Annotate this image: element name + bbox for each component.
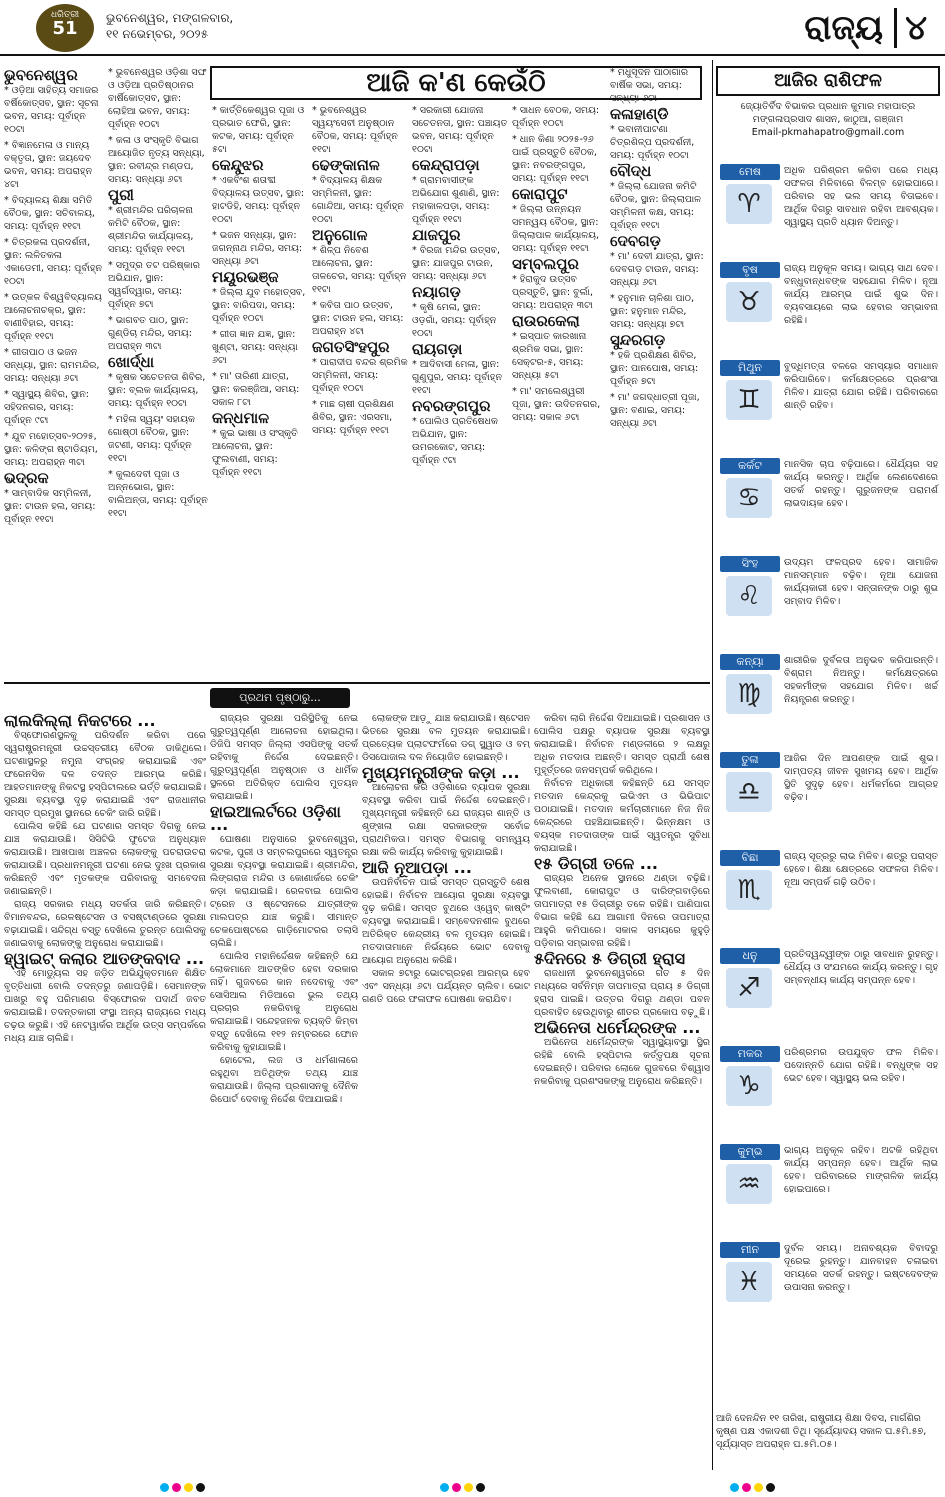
horoscope-item bbox=[716, 164, 940, 258]
event-item: * ଭବାନୀପାଟଣା ଚିତ୍ରଶିଳ୍ପ ପ୍ରଦର୍ଶନୀ, ସମୟ: ପୂର୍ବାହ୍ନ ୧୦ଟା bbox=[610, 124, 695, 161]
registration-dot-yellow bbox=[464, 1483, 473, 1492]
registration-dot-black bbox=[476, 1483, 485, 1492]
district-heading: ଅନୁଗୋଳ bbox=[312, 226, 368, 244]
story-paragraph: ପୋଲିସ ମହାନିର୍ଦ୍ଦେଶକ କହିଛନ୍ତି ଯେ ଲୋକମାନେ ଆତଙ୍କିତ ହେବା ଦରକାର ନାହିଁ। ଗୁଜବରେ କାନ ନଦେବାକୁ ଏବଂ ସୋସିଆଲ ମିଡିଆରେ ଭୁଲ ତଥ୍ୟ ପ୍ରଚାର ନକରିବାକୁ ଅନୁରୋଧ କରାଯାଇଛି। ସନ୍ଦେହଜନକ ବ୍ୟକ୍ତି କିମ୍ବା ବସ୍ତୁ ଦେଖିଲେ ୧୧୨ ନମ୍ବରରେ ଫୋନ କରିବାକୁ କୁହାଯାଇଛି। bbox=[210, 951, 358, 1053]
event-item: * ସମୁଦ୍ର ତଟ ପରିଷ୍କାର ଅଭିଯାନ, ସ୍ଥାନ: ସ୍ୱର୍ଗଦ୍ୱାର, ସମୟ: ପୂର୍ବାହ୍ନ ୭ଟା bbox=[108, 260, 200, 310]
dateline bbox=[106, 10, 233, 42]
event-item: * ଉତ୍କଳ ବିଶ୍ୱବିଦ୍ୟାଳୟ ଆଲୋଚନାଚକ୍ର, ସ୍ଥାନ: ବାଣୀବିହାର, ସମୟ: ପୂର୍ବାହ୍ନ ୧୧ଟା bbox=[4, 292, 102, 342]
story-paragraph: ଉପନିର୍ବାଚନ ପାଇଁ ସମସ୍ତ ପ୍ରସ୍ତୁତି ଶେଷ ହୋଇଛି। ନିର୍ବାଚନ ଆୟୋଗ ସୁରକ୍ଷା ବ୍ୟବସ୍ଥା ଦୃଢ଼ କରିଛି। ସମସ୍ତ ବୁଥରେ ଓ୍ୱେବ୍ କାଷ୍ଟିଂ ବ୍ୟବସ୍ଥା କରାଯାଇଛି। ସମ୍ବେଦନଶୀଳ ବୁଥରେ ଅତିରିକ୍ତ କେନ୍ଦ୍ରୀୟ ବଳ ମୁତୟନ ହୋଇଛି। ମତଦାତାମାନେ ନିର୍ଭୟରେ ଭୋଟ ଦେବାକୁ ଆୟୋଗ ଅନୁରୋଧ କରିଛି। bbox=[362, 877, 530, 966]
zodiac-icon: ♈ bbox=[726, 184, 772, 224]
event-item: * କୁଇ ଭାଷା ଓ ସଂସ୍କୃତି ଆଲୋଚନା, ସ୍ଥାନ: ଫୁଲବାଣୀ, ସମୟ: ପୂର୍ବାହ୍ନ ୧୧ଟା bbox=[212, 428, 298, 478]
event-item: * ମହିଳା ସ୍ୱୟଂ ସହାୟକ ଗୋଷ୍ଠୀ ବୈଠକ, ସ୍ଥାନ: ଜଟଣୀ, ସମୟ: ପୂର୍ବାହ୍ନ ୧୧ଟା bbox=[108, 414, 195, 464]
event-item: * ଜିଲ୍ଲା ଯୋଜନା କମିଟି ବୈଠକ, ସ୍ଥାନ: ଜିଲ୍ଲାପାଳ ସମ୍ମିଳନୀ କକ୍ଷ, ସମୟ: ପୂର୍ବାହ୍ନ ୧୧ଟା bbox=[610, 181, 702, 231]
horoscope-author bbox=[716, 100, 940, 139]
district-heading: ସୁନ୍ଦରଗଡ଼ bbox=[610, 331, 666, 349]
story-paragraph: ସକାଳ ୭ଟାରୁ ଭୋଟଗ୍ରହଣ ଆରମ୍ଭ ହେବ ଏବଂ ସନ୍ଧ୍ୟା ୬ଟା ପର୍ଯ୍ୟନ୍ତ ଚାଲିବ। ଭୋଟ ଗଣତି ପରେ ଫଳାଫଳ ଘୋଷଣା କରାଯିବ। bbox=[362, 968, 530, 1005]
panchanga-footer: ଆଜି ଦେନନ୍ଦିନ ୧୧ ତାରିଖ, ରାଷ୍ଟ୍ରୀୟ ଶିକ୍ଷା ଦିବସ, ମାର୍ଗଶିର କୃଷ୍ଣ ପକ୍ଷ ଏକାଦଶୀ ତିଥି। ସୂର୍ଯ୍ୟୋଦୟ ସକାଳ ଘ.୫ମି.୫୭, ସୂର୍ଯ୍ୟାସ୍ତ ଅପରାହ୍ନ ଘ.୫ମି.୦୫। bbox=[716, 1413, 927, 1450]
district-heading: କେନ୍ଦୁଝର bbox=[212, 156, 264, 174]
horoscope-text: ପରିଶ୍ରମର ଉପଯୁକ୍ତ ଫଳ ମିଳିବ। ପଦୋନ୍ନତି ଯୋଗ ରହିଛି। ବନ୍ଧୁଙ୍କ ସହ ଭେଟ ହେବ। ସ୍ୱାସ୍ଥ୍ୟ ଭଲ ରହିବ। bbox=[784, 1047, 938, 1084]
logo-name: ଧରିତ୍ରୀ bbox=[50, 10, 80, 20]
district-heading: ସମ୍ବଲପୁର bbox=[512, 255, 579, 273]
zodiac-label: କୁମ୍ଭ bbox=[720, 1144, 780, 1160]
event-item: * ମଧୁସୂଦନ ପାଠାଗାର ବାର୍ଷିକ ସଭା, ସମୟ: ସନ୍ଧ୍ୟା ୬ଟା bbox=[610, 67, 689, 104]
district-heading: କନ୍ଧମାଳ bbox=[212, 409, 270, 427]
event-item: * ଓଡ଼ିଆ ସାହିତ୍ୟ ସମାଜର ବର୍ଷିକୋତ୍ସବ, ସ୍ଥାନ: ସୂଚନା ଭବନ, ସମୟ: ପୂର୍ବାହ୍ନ ୧୦ଟା bbox=[4, 85, 99, 135]
zodiac-icon: ♒ bbox=[726, 1164, 772, 1204]
horoscope-panel bbox=[716, 66, 940, 1456]
zodiac-label: କନ୍ୟା bbox=[720, 654, 780, 670]
zodiac-icon: ♏ bbox=[726, 870, 772, 910]
events-column-6 bbox=[512, 104, 606, 678]
story-paragraph: ରାଜଧାନୀ ଭୁବନେଶ୍ୱରରେ ଗତ ୫ ଦିନ ମଧ୍ୟରେ ସର୍ବନିମ୍ନ ତାପମାତ୍ରା ପ୍ରାୟ ୫ ଡିଗ୍ରୀ ହ୍ରାସ ପାଇଛି। ଉତ୍ତର ଦିଗରୁ ଥଣ୍ଡା ପବନ ପ୍ରବାହିତ ହେଉଥିବାରୁ ଶୀତର ପ୍ରକୋପ ବଢ଼ୁଛି। bbox=[534, 968, 710, 1018]
author-name: ଜ୍ୟୋତିର୍ବିଦ ବିଭାକର ପ୍ରଧାନ କୁମାର ମହାପାତ୍ର bbox=[740, 101, 916, 112]
event-item: * ଭୁବନେଶ୍ୱର ଓଡ଼ିଶା ସଙ୍ଘ ଓ ଓଡ଼ିଆ ପ୍ରତିଷ୍ଠାନର ବାର୍ଷିକୋତ୍ସବ, ସ୍ଥାନ: ଲୋହିଆ ଭବନ, ସମୟ: ପୂର୍ବାହ୍ନ ୧୦ଟା bbox=[108, 67, 207, 130]
story-headline: ୫ଦିନରେ ୫ ଡିଗ୍ରୀ ହ୍ରାସ bbox=[534, 949, 686, 968]
district-heading: ମୟୂରଭଞ୍ଜ bbox=[212, 268, 279, 286]
story-headline: ଆଜି ନୂଆପଡ଼ା ... bbox=[362, 858, 472, 877]
event-item: * ଭଜନ ସନ୍ଧ୍ୟା, ସ୍ଥାନ: ଜଗନ୍ନାଥ ମନ୍ଦିର, ସମୟ: ସନ୍ଧ୍ୟା ୬ଟା bbox=[212, 230, 303, 267]
event-item: * କୁଲଦେବୀ ପୂଜା ଓ ଅନ୍ନଭୋଗ, ସ୍ଥାନ: ବାଲିଅନ୍ତା, ସମୟ: ପୂର୍ବାହ୍ନ ୧୧ଟା bbox=[108, 469, 208, 519]
zodiac-label: ମେଷ bbox=[720, 164, 780, 180]
district-heading: କୋରାପୁଟ bbox=[512, 185, 568, 203]
story-headline: ଲାଲକିଲ୍ଲା ନିକଟରେ ... bbox=[4, 712, 156, 730]
horoscope-item bbox=[716, 1046, 940, 1140]
story-paragraph: ରାଜ୍ୟର ସୁରକ୍ଷା ପରିସ୍ଥିତିକୁ ନେଇ ଗୁରୁତ୍ୱପୂର୍ଣ୍ଣ ଆଲୋଚନା ହୋଇଥିଲା। ଡିଜିପି ସମସ୍ତ ଜିଲ୍ଲା ଏସପିଙ୍କୁ ସତର୍କ ରହିବାକୁ ନିର୍ଦ୍ଦେଶ ଦେଇଛନ୍ତି। ଗୁରୁତ୍ୱପୂର୍ଣ୍ଣ ଅନୁଷ୍ଠାନ ଓ ଧାର୍ମିକ ସ୍ଥଳରେ ଅତିରିକ୍ତ ପୋଲିସ ମୁତୟନ କରାଯାଇଛି। bbox=[210, 713, 358, 802]
horoscope-title: ଆଜିର ରାଶିଫଳ bbox=[716, 66, 940, 96]
district-heading: ଭଦ୍ରକ bbox=[4, 469, 49, 487]
horoscope-item bbox=[716, 654, 940, 748]
zodiac-label: ମିଥୁନ bbox=[720, 360, 780, 376]
event-item: * କୃଷକ ସଚେତନତା ଶିବିର, ସ୍ଥାନ: ବ୍ଲକ କାର୍ଯ୍ୟାଳୟ, ସମୟ: ପୂର୍ବାହ୍ନ ୧୦ଟା bbox=[108, 372, 206, 409]
events-column-7 bbox=[610, 66, 710, 678]
author-address: ମଙ୍ଗଳାପ୍ରସାଦ ଶାସନ, କାଠୁଆ, ଗଞ୍ଜାମ bbox=[752, 114, 904, 125]
event-item: * ସ୍ୱାସ୍ଥ୍ୟ ଶିବିର, ସ୍ଥାନ: ସହିଦନଗର, ସମୟ: ପୂର୍ବାହ୍ନ ୯ଟା bbox=[4, 389, 89, 426]
zodiac-label: ଧନୁ bbox=[720, 948, 780, 964]
story-paragraph: ରାଜ୍ୟ ସରକାର ମଧ୍ୟ ସତର୍କତା ଜାରି କରିଛନ୍ତି। ବିମାନବନ୍ଦର, ରେଳଷ୍ଟେସନ ଓ ବସଷ୍ଟାଣ୍ଡରେ ସୁରକ୍ଷା ବଢ଼ାଯାଇଛି। ସନ୍ଦିଗ୍ଧ ବସ୍ତୁ ଦେଖିଲେ ତୁରନ୍ତ ପୋଲିସକୁ ଜଣାଇବାକୁ ଲୋକଙ୍କୁ ଅନୁରୋଧ କରାଯାଇଛି। bbox=[4, 899, 206, 949]
district-heading: କଳାହାଣ୍ଡି bbox=[610, 105, 669, 123]
story-headline: ହ୍ୱାଇଟ୍ କଲାର ଆତଙ୍କବାଦ ... bbox=[4, 949, 205, 968]
events-column-3 bbox=[212, 104, 308, 678]
event-item: * ମା' ସମଲେଶ୍ୱରୀ ପୂଜା, ସ୍ଥାନ: ଉଦିତନଗର, ସମୟ: ସକାଳ ୬ଟା bbox=[512, 386, 601, 423]
logo-years: 51 bbox=[52, 18, 78, 39]
district-heading: ଖୋର୍ଦ୍ଧା bbox=[108, 353, 155, 371]
horoscope-item bbox=[716, 458, 940, 552]
event-item: * ଶ୍ରୀମନ୍ଦିର ପରିଚାଳନା କମିଟି ବୈଠକ, ସ୍ଥାନ: ଶ୍ରୀମନ୍ଦିର କାର୍ଯ୍ୟାଳୟ, ସମୟ: ପୂର୍ବାହ୍ନ ୧୧ଟା bbox=[108, 205, 194, 255]
page-title: ରାଜ୍ୟ bbox=[804, 8, 883, 48]
event-item: * କୃଷି ମେଳା, ସ୍ଥାନ: ଓଡ଼ଗାଁ, ସମୟ: ପୂର୍ବାହ୍ନ ୧୦ଟା bbox=[412, 302, 497, 339]
zodiac-icon: ♑ bbox=[726, 1066, 772, 1106]
district-heading: ନୟାଗଡ଼ bbox=[412, 283, 461, 301]
horoscope-item bbox=[716, 850, 940, 944]
district-heading: ରାୟଗଡ଼ା bbox=[412, 340, 463, 358]
story-paragraph: ଅଭିନେତା ଧର୍ମେନ୍ଦ୍ରଙ୍କ ସ୍ୱାସ୍ଥ୍ୟାବସ୍ଥା ସ୍ଥିର ରହିଛି ବୋଲି ହସ୍ପିଟାଲ କର୍ତ୍ତୃପକ୍ଷ ସୂଚନା ଦେଇଛନ୍ତି। ପରିବାର ଲୋକେ ଗୁଜବରେ ବିଶ୍ୱାସ ନକରିବାକୁ ପ୍ରଶଂସକଙ୍କୁ ଅନୁରୋଧ କରିଛନ୍ତି। bbox=[534, 1037, 710, 1087]
story-paragraph: ପୋଲିସ କହିଛି ଯେ ଘଟଣାର ସମସ୍ତ ଦିଗକୁ ନେଇ ଯାଞ୍ଚ କରାଯାଉଛି। ସିସିଟିଭି ଫୁଟେଜ ଅନୁଧ୍ୟାନ କରାଯାଉଛି। ଆଖପାଖ ଅଞ୍ଚଳର ଲୋକଙ୍କୁ ପଚରାଉଚରା କରାଯାଉଛି। ପ୍ରଧାନମନ୍ତ୍ରୀ ଘଟଣା ନେଇ ଦୁଃଖ ପ୍ରକାଶ କରିଛନ୍ତି ଏବଂ ମୃତକଙ୍କ ପରିବାରକୁ ସମବେଦନା ଜଣାଇଛନ୍ତି। bbox=[4, 821, 206, 897]
story-paragraph: ଲୋକଙ୍କ ଆଡ଼ୁ ଯାଞ୍ଚ କରାଯାଉଛି। ଷ୍ଟେସନ ଭିତରେ ସୁରକ୍ଷା ବଳ ମୁତୟନ କରାଯାଇଛି। ପ୍ରତ୍ୟେକ ପ୍ଲାଟଫର୍ମରେ ଡଗ୍ ସ୍କ୍ୱାଡ ଓ ବମ୍ ଡିସପୋଜାଲ ଦଳ ନିୟୋଜିତ ହୋଇଛନ୍ତି। bbox=[362, 713, 530, 763]
zodiac-icon: ♍ bbox=[726, 674, 772, 714]
story-paragraph: ଆଲୋଚନା କରି ଓଡ଼ିଶାରେ ବ୍ୟାପକ ସୁରକ୍ଷା ବ୍ୟବସ୍ଥା କରିବା ପାଇଁ ନିର୍ଦ୍ଦେଶ ଦେଇଛନ୍ତି। ମୁଖ୍ୟମନ୍ତ୍ରୀ କହିଛନ୍ତି ଯେ ରାଜ୍ୟର ଶାନ୍ତି ଓ ଶୃଙ୍ଖଳା ରକ୍ଷା ସରକାରଙ୍କ ସର୍ବୋଚ୍ଚ ପ୍ରାଥମିକତା। ସମସ୍ତ ବିଭାଗକୁ ସମନ୍ୱୟ ରକ୍ଷା କରି କାର୍ଯ୍ୟ କରିବାକୁ କୁହାଯାଇଛି। bbox=[362, 782, 530, 858]
section-title: ପ୍ରଥମ ପୃଷ୍ଠାରୁ... bbox=[210, 688, 350, 708]
district-heading: ନବରଙ୍ଗପୁର bbox=[412, 397, 491, 415]
zodiac-icon: ♋ bbox=[726, 478, 772, 518]
event-item: * ମା' ତାରିଣୀ ଯାତ୍ରା, ସ୍ଥାନ: କରଞ୍ଜିଆ, ସମୟ: ସକାଳ ୮ଟା bbox=[212, 371, 300, 408]
story-column-4 bbox=[534, 712, 710, 1470]
horoscope-text: ବୁଦ୍ଧିମତ୍ତା ବଳରେ ସମସ୍ୟାର ସମାଧାନ କରିପାରିବେ। କର୍ମକ୍ଷେତ୍ରରେ ପ୍ରଶଂସା ମିଳିବ। ଯାତ୍ରା ଯୋଗ ରହିଛି। ପରିବାରରେ ଶାନ୍ତି ରହିବ। bbox=[784, 361, 938, 411]
zodiac-icon: ♊ bbox=[726, 380, 772, 420]
district-heading: ଢେଙ୍କାନାଳ bbox=[312, 156, 380, 174]
event-item: * ପୋଲିଓ ପ୍ରତିଷେଧକ ଅଭିଯାନ, ସ୍ଥାନ: ଉମରକୋଟ, ସମୟ: ପୂର୍ବାହ୍ନ ୯ଟା bbox=[412, 416, 498, 466]
story-paragraph: ଘୋଷଣା ଅନୁସାରେ ଭୁବନେଶ୍ୱର, କଟକ, ପୁରୀ ଓ ସମ୍ବଲପୁରରେ ସ୍ୱତନ୍ତ୍ର ସୁରକ୍ଷା ବ୍ୟବସ୍ଥା କରାଯାଇଛି। ଶ୍ରୀମନ୍ଦିର, ଲିଙ୍ଗରାଜ ମନ୍ଦିର ଓ କୋଣାର୍କରେ ଚେକିଂ କଡ଼ା କରାଯାଇଛି। ରେଳବାଇ ପୋଲିସ ଟ୍ରେନ ଓ ଷ୍ଟେସନରେ ଯାତ୍ରୀଙ୍କ ମାଲପତ୍ର ଯାଞ୍ଚ କରୁଛି। ସୀମାନ୍ତ ଚେକପୋଷ୍ଟରେ ଗାଡ଼ିମୋଟରର ତଲାସି ଚାଲିଛି। bbox=[210, 834, 358, 949]
story-headline: ୧୫ ଡିଗ୍ରୀ ତଳେ ... bbox=[534, 854, 659, 873]
horoscope-text: ପ୍ରତିଦ୍ୱନ୍ଦ୍ୱୀଙ୍କ ଠାରୁ ସାବଧାନ ରୁହନ୍ତୁ। ଧୈର୍ଯ୍ୟ ଓ ସଂଯମରେ କାର୍ଯ୍ୟ କରନ୍ତୁ। ଗୃହ ସମ୍ବନ୍ଧୀୟ କାର୍ଯ୍ୟ ସମ୍ପନ୍ନ ହେବ। bbox=[784, 949, 938, 986]
horoscope-item bbox=[716, 262, 940, 356]
story-column-3 bbox=[362, 712, 530, 1470]
print-registration-marks bbox=[0, 1478, 945, 1497]
registration-dot-cyan bbox=[160, 1483, 169, 1492]
event-item: * ବିଦ୍ୟାଳୟ ଶିକ୍ଷକ ସମ୍ମିଳନୀ, ସ୍ଥାନ: ଗୋନ୍ଦିଆ, ସମୟ: ପୂର୍ବାହ୍ନ ୧୦ଟା bbox=[312, 175, 404, 225]
horoscope-text: ଭାଗ୍ୟ ଅନୁକୂଳ ରହିବ। ଅଟକି ରହିଥିବା କାର୍ଯ୍ୟ ସମ୍ପନ୍ନ ହେବ। ଆର୍ଥିକ ଲାଭ ହେବ। ପରିବାରରେ ମାଙ୍ଗଳିକ କାର୍ଯ୍ୟ ହୋଇପାରେ। bbox=[784, 1145, 938, 1195]
horoscope-text: ଅଧିକ ପରିଶ୍ରମ କରିବା ପରେ ମଧ୍ୟ ସଫଳତା ମିଳିବାରେ ବିଳମ୍ବ ହୋଇପାରେ। ପରିବାର ସହ ଭଲ ସମୟ ବିତାଇବେ। ଆର୍ଥିକ ଦିଗରୁ ସାବଧାନ ରହିବା ଆବଶ୍ୟକ। ସ୍ୱାସ୍ଥ୍ୟ ପ୍ରତି ଧ୍ୟାନ ଦିଅନ୍ତୁ। bbox=[784, 165, 938, 228]
horoscope-text: ମାନସିକ ଚାପ ବଢ଼ିପାରେ। ଧୈର୍ଯ୍ୟର ସହ କାର୍ଯ୍ୟ କରନ୍ତୁ। ଆର୍ଥିକ ଲେଣଦେଣରେ ସତର୍କ ରହନ୍ତୁ। ଗୁରୁଜନଙ୍କ ପରାମର୍ଶ ଲାଭଦାୟକ ହେବ। bbox=[784, 459, 938, 509]
zodiac-label: ବୃଷ bbox=[720, 262, 780, 278]
event-item: * ବିଦ୍ୟାଳୟ ଶିକ୍ଷା ସମିତି ବୈଠକ, ସ୍ଥାନ: ସଚିବାଳୟ, ସମୟ: ପୂର୍ବାହ୍ନ ୧୧ଟା bbox=[4, 195, 95, 232]
district-heading: ଭୁବନେଶ୍ୱର bbox=[4, 66, 78, 84]
dateline-place: ଭୁବନେଶ୍ୱର, ମଙ୍ଗଳବାର, bbox=[106, 11, 234, 25]
horoscope-item bbox=[716, 360, 940, 454]
event-item: * ମା' ଦେବୀ ଯାତ୍ରା, ସ୍ଥାନ: ଦେବଗଡ଼ ଟାଉନ, ସମୟ: ସନ୍ଧ୍ୟା ୬ଟା bbox=[610, 251, 704, 288]
divider bbox=[4, 682, 710, 684]
newspaper-logo bbox=[36, 4, 94, 52]
zodiac-label: ବିଛା bbox=[720, 850, 780, 866]
event-item: * ଧାନ କିଣା ୨୦୨୫-୨୬ ପାଇଁ ପ୍ରସ୍ତୁତି ବୈଠକ, ସ୍ଥାନ: ନବରଙ୍ଗପୁର, ସମୟ: ପୂର୍ବାହ୍ନ ୧୧ଟା bbox=[512, 134, 597, 184]
horoscope-text: ଆଜିର ଦିନ ଆପଣଙ୍କ ପାଇଁ ଶୁଭ। ଦାମ୍ପତ୍ୟ ଜୀବନ ସୁଖମୟ ହେବ। ଆର୍ଥିକ ସ୍ଥିତି ସୁଦୃଢ଼ ହେବ। ଧର୍ମକର୍ମରେ ଆଗ୍ରହ ବଢ଼ିବ। bbox=[784, 753, 938, 803]
event-item: * ଗୀତାପାଠ ଓ ଭଜନ ସନ୍ଧ୍ୟା, ସ୍ଥାନ: ରାମମନ୍ଦିର, ସମୟ: ସନ୍ଧ୍ୟା ୬ଟା bbox=[4, 347, 100, 384]
divider bbox=[712, 60, 713, 1470]
registration-dot-black bbox=[766, 1483, 775, 1492]
author-email: Email-pkmahapatro@gmail.com bbox=[751, 127, 905, 138]
story-column-2 bbox=[210, 712, 358, 1470]
event-item: * କାର୍ତ୍ତିକେଶ୍ୱର ପୂଜା ଓ ପ୍ରଭାତ ଫେରି, ସ୍ଥାନ: କଟକ, ସମୟ: ପୂର୍ବାହ୍ନ ୫ଟା bbox=[212, 105, 305, 155]
district-heading: ପୁରୀ bbox=[108, 186, 134, 204]
event-item: * ସାମ୍ବାଦିକ ସମ୍ମିଳନୀ, ସ୍ଥାନ: ଟାଉନ ହଲ, ସମୟ: ପୂର୍ବାହ୍ନ ୧୧ଟା bbox=[4, 488, 96, 525]
story-headline: ହାଇଆଲର୍ଟରେ ଓଡ଼ିଶା ... bbox=[210, 802, 341, 834]
zodiac-label: କର୍କଟ bbox=[720, 458, 780, 474]
registration-dot-magenta bbox=[452, 1483, 461, 1492]
zodiac-label: ମୀନ bbox=[720, 1242, 780, 1258]
events-column-1 bbox=[4, 66, 104, 678]
story-paragraph: କରିବା ଲାଗି ନିର୍ଦ୍ଦେଶ ଦିଆଯାଇଛି। ପ୍ରଶାସନ ଓ ପୋଲିସ ପକ୍ଷରୁ ବ୍ୟାପକ ସୁରକ୍ଷା ବ୍ୟବସ୍ଥା କରାଯାଇଛି। ନିର୍ବାଚନ ମଣ୍ଡଳୀରେ ୨ ଲକ୍ଷରୁ ଅଧିକ ମତଦାତା ଅଛନ୍ତି। ସମସ୍ତ ପ୍ରାର୍ଥୀ ଶେଷ ମୁହୂର୍ତ୍ତରେ ଜନସମ୍ପର୍କ କରିଥିଲେ। bbox=[534, 713, 710, 776]
district-heading: ଦେବଗଡ଼ bbox=[610, 232, 661, 250]
event-item: * ଆଦିବାସୀ ମେଳା, ସ୍ଥାନ: ଗୁଣୁପୁର, ସମୟ: ପୂର୍ବାହ୍ନ ୧୧ଟା bbox=[412, 359, 503, 396]
horoscope-item bbox=[716, 556, 940, 650]
registration-dot-yellow bbox=[754, 1483, 763, 1492]
story-paragraph: ନିର୍ବାଚନ ଅଧିକାରୀ କହିଛନ୍ତି ଯେ ସମସ୍ତ ମତଦାନ କେନ୍ଦ୍ରକୁ ଇଭିଏମ ଓ ଭିଭିପାଟ ପଠାଯାଇଛି। ମତଦାନ କର୍ମଚାରୀମାନେ ନିଜ ନିଜ କେନ୍ଦ୍ରରେ ପହଞ୍ଚିଯାଇଛନ୍ତି। ଭିନ୍ନକ୍ଷମ ଓ ବୟସ୍କ ମତଦାତାଙ୍କ ପାଇଁ ସ୍ୱତନ୍ତ୍ର ସୁବିଧା କରାଯାଇଛି। bbox=[534, 778, 710, 854]
event-item: * ସରକାରୀ ଯୋଜନା ସଚେତନତା, ସ୍ଥାନ: ପଞ୍ଚାୟତ ଭବନ, ସମୟ: ପୂର୍ବାହ୍ନ ୧୦ଟା bbox=[412, 105, 508, 155]
event-item: * ହକି ପ୍ରଶିକ୍ଷଣ ଶିବିର, ସ୍ଥାନ: ପାନପୋଷ, ସମୟ: ପୂର୍ବାହ୍ନ ୭ଟା bbox=[610, 350, 699, 387]
event-item: * ବିଜ୍ଞାନମେଳା ଓ ମାନ୍ୟ ବକ୍ତୃତା, ସ୍ଥାନ: ଜୟଦେବ ଭବନ, ସମୟ: ଅପରାହ୍ନ ୪ଟା bbox=[4, 140, 93, 190]
story-headline: ଅଭିନେତା ଧର୍ମେନ୍ଦ୍ରଙ୍କ ... bbox=[534, 1018, 701, 1037]
zodiac-icon: ♎ bbox=[726, 772, 772, 812]
horoscope-text: ଉଦ୍ୟମ ଫଳପ୍ରଦ ହେବ। ସାମାଜିକ ମାନସମ୍ମାନ ବଢ଼ିବ। ନୂଆ ଯୋଜନା କାର୍ଯ୍ୟକାରୀ ହେବ। ସନ୍ତାନଙ୍କ ଠାରୁ ଶୁଭ ସମ୍ବାଦ ମିଳିବ। bbox=[784, 557, 938, 607]
horoscope-item bbox=[716, 1144, 940, 1238]
horoscope-text: ଦୁର୍ବଳ ସମୟ। ଅନାବଶ୍ୟକ ବିବାଦରୁ ଦୂରେଇ ରୁହନ୍ତୁ। ଯାନବାହନ ଚଳାଇବା ସମୟରେ ସତର୍କ ରହନ୍ତୁ। ଇଷ୍ଟଦେବଙ୍କ ଉପାସନା କରନ୍ତୁ। bbox=[784, 1243, 938, 1293]
zodiac-icon: ♓ bbox=[726, 1262, 772, 1302]
district-heading: ରାଉରକେଲା bbox=[512, 312, 580, 330]
event-item: * ଏକବିଂଶ ଶତାବ୍ଦୀ ବିଦ୍ୟାଳୟ ଉତ୍ସବ, ସ୍ଥାନ: ହାଟଡିହି, ସମୟ: ପୂର୍ବାହ୍ନ ୧୦ଟା bbox=[212, 175, 305, 225]
event-item: * ଜିଲ୍ଲା ଯୁବ ମହୋତ୍ସବ, ସ୍ଥାନ: ବାରିପଦା, ସମୟ: ପୂର୍ବାହ୍ନ ୧୦ଟା bbox=[212, 287, 306, 324]
event-item: * କଳା ଓ ସଂସ୍କୃତି ବିଭାଗ ଆୟୋଜିତ ନୃତ୍ୟ ସନ୍ଧ୍ୟା, ସ୍ଥାନ: ରବୀନ୍ଦ୍ର ମଣ୍ଡପ, ସମୟ: ସନ୍ଧ୍ୟା ୬ଟା bbox=[108, 135, 205, 185]
event-item: * ମା' ଜଗଦ୍ଧାତ୍ରୀ ପୂଜା, ସ୍ଥାନ: ବଣାଇ, ସମୟ: ସନ୍ଧ୍ୟା ୬ଟା bbox=[610, 392, 700, 429]
horoscope-item bbox=[716, 752, 940, 846]
registration-dot-yellow bbox=[184, 1483, 193, 1492]
horoscope-text: ରାଜ୍ୟ ସୂତ୍ରରୁ ଲାଭ ମିଳିବ। ଶତ୍ରୁ ପରାସ୍ତ ହେବେ। ଶିକ୍ଷା କ୍ଷେତ୍ରରେ ସଫଳତା ମିଳିବ। ନୂଆ ସମ୍ପର୍କ ଗଢ଼ି ଉଠିବ। bbox=[784, 851, 938, 888]
event-item: * ମାଛ ଚାଷୀ ପ୍ରଶିକ୍ଷଣ ଶିବିର, ସ୍ଥାନ: ଏରସମା, ସମୟ: ପୂର୍ବାହ୍ନ ୧୧ଟା bbox=[312, 399, 394, 436]
event-item: * ଭୁବନେଶ୍ୱର ସ୍ୱୟଂସେବୀ ଅନୁଷ୍ଠାନ ବୈଠକ, ସମୟ: ପୂର୍ବାହ୍ନ ୧୧ଟା bbox=[312, 105, 398, 155]
event-item: * ଗ୍ରାମବାସୀଙ୍କ ଅଭିଯୋଗ ଶୁଣାଣି, ସ୍ଥାନ: ମହାକାଳପଡ଼ା, ସମୟ: ପୂର୍ବାହ୍ନ ୧୧ଟା bbox=[412, 175, 500, 225]
registration-dot-cyan bbox=[730, 1483, 739, 1492]
event-item: * ଚିତ୍ରକଳା ପ୍ରଦର୍ଶନୀ, ସ୍ଥାନ: ଲଳିତକଳା ଏକାଡେମୀ, ସମୟ: ପୂର୍ବାହ୍ନ ୧୦ଟା bbox=[4, 237, 103, 287]
registration-dot-magenta bbox=[172, 1483, 181, 1492]
story-paragraph: ଏହି ମୋଡ୍ୟୁଲ ସହ ଜଡ଼ିତ ଅଭିଯୁକ୍ତମାନେ ଶିକ୍ଷିତ ବୃତ୍ତିଧାରୀ ବୋଲି ତଦନ୍ତରୁ ଜଣାପଡ଼ିଛି। ସେମାନଙ୍କ ପାଖରୁ ବହୁ ପରିମାଣର ବିସ୍ଫୋରକ ପଦାର୍ଥ ଜବତ କରାଯାଇଛି। ତଦନ୍ତକାରୀ ସଂସ୍ଥା ଅନ୍ୟ ରାଜ୍ୟରେ ମଧ୍ୟ ଚଢ଼ଉ କରୁଛି। ଏହି ନେଟୱାର୍କର ଆର୍ଥିକ ଉତ୍ସ ସମ୍ପର୍କରେ ମଧ୍ୟ ଯାଞ୍ଚ ଚାଲିଛି। bbox=[4, 968, 206, 1044]
page-number: ୪ bbox=[894, 8, 927, 48]
registration-dot-magenta bbox=[742, 1483, 751, 1492]
zodiac-label: ସିଂହ bbox=[720, 556, 780, 572]
zodiac-icon: ♐ bbox=[726, 968, 772, 1008]
story-headline: ମୁଖ୍ୟମନ୍ତ୍ରୀଙ୍କ କଡ଼ା ... bbox=[362, 763, 520, 782]
event-item: * କବିତା ପାଠ ଉତ୍ସବ, ସ୍ଥାନ: ଟାଉନ ହଲ, ସମୟ: ଅପରାହ୍ନ ୪ଟା bbox=[312, 300, 404, 337]
district-heading: ଯାଜପୁର bbox=[412, 226, 461, 244]
event-item: * ଯୁବ ମହୋତ୍ସବ-୨୦୨୫, ସ୍ଥାନ: କଳିଙ୍ଗ ଷ୍ଟାଡିୟମ, ସମୟ: ଅପରାହ୍ନ ୩ଟା bbox=[4, 431, 98, 468]
zodiac-icon: ♌ bbox=[726, 576, 772, 616]
event-item: * ଇସ୍ପାତ କାରଖାନା ଶ୍ରମିକ ସଭା, ସ୍ଥାନ: ସେକ୍ଟର-୫, ସମୟ: ସନ୍ଧ୍ୟା ୫ଟା bbox=[512, 331, 587, 381]
page-header bbox=[0, 0, 945, 56]
event-item: * ଶିଳ୍ପ ନିବେଶ ଆଲୋଚନା, ସ୍ଥାନ: ତାଳଚେର, ସମୟ: ପୂର୍ବାହ୍ନ ୧୧ଟା bbox=[312, 245, 407, 295]
events-column-5 bbox=[412, 104, 508, 678]
event-item: * ପାରାଦୀପ ବନ୍ଦର ଶ୍ରମିକ ସମ୍ମିଳନୀ, ସମୟ: ପୂର୍ବାହ୍ନ ୧୦ଟା bbox=[312, 357, 408, 394]
event-item: * ଜିଲ୍ଲା ଉନ୍ନୟନ ସମନ୍ୱୟ ବୈଠକ, ସ୍ଥାନ: ଜିଲ୍ଲାପାଳ କାର୍ଯ୍ୟାଳୟ, ସମୟ: ପୂର୍ବାହ୍ନ ୧୧ଟା bbox=[512, 204, 599, 254]
district-heading: ଜଗତସିଂହପୁର bbox=[312, 338, 390, 356]
event-item: * ହନୁମାନ ଚାଳିଶା ପାଠ, ସ୍ଥାନ: ହନୁମାନ ମନ୍ଦିର, ସମୟ: ସନ୍ଧ୍ୟା ୭ଟା bbox=[610, 293, 695, 330]
district-heading: ବୌଦ୍ଧ bbox=[610, 162, 652, 180]
zodiac-icon: ♉ bbox=[726, 282, 772, 322]
event-item: * ଭାଗବତ ପାଠ, ସ୍ଥାନ: ଗୁଣ୍ଡିଚା ମନ୍ଦିର, ସମୟ: ଅପରାହ୍ନ ୩ଟା bbox=[108, 315, 192, 352]
events-column-2 bbox=[108, 66, 208, 678]
story-paragraph: ରାଜ୍ୟର ଅନେକ ସ୍ଥାନରେ ଥଣ୍ଡା ବଢ଼ିଛି। ଫୁଲବାଣୀ, କୋରାପୁଟ ଓ ଦାରିଙ୍ଗବାଡ଼ିରେ ତାପମାତ୍ରା ୧୫ ଡିଗ୍ରୀରୁ ତଳେ ରହିଛି। ପାଣିପାଗ ବିଭାଗ କହିଛି ଯେ ଆଗାମୀ ଦିନରେ ତାପମାତ୍ରା ଆହୁରି କମିପାରେ। ସକାଳ ସମୟରେ କୁହୁଡ଼ି ପଡ଼ିବାର ସମ୍ଭାବନା ରହିଛି। bbox=[534, 873, 710, 949]
horoscope-text: ଶାରୀରିକ ଦୁର୍ବଳତା ଅନୁଭବ କରିପାରନ୍ତି। ବିଶ୍ରାମ ନିଅନ୍ତୁ। କର୍ମକ୍ଷେତ୍ରରେ ସହକର୍ମୀଙ୍କ ସହଯୋଗ ମିଳିବ। ଖର୍ଚ୍ଚ ନିୟନ୍ତ୍ରଣ କରନ୍ତୁ। bbox=[784, 655, 938, 705]
event-item: * ଗୀତା ଜ୍ଞାନ ଯଜ୍ଞ, ସ୍ଥାନ: ଖୁଣ୍ଟା, ସମୟ: ସନ୍ଧ୍ୟା ୬ଟା bbox=[212, 329, 298, 366]
event-item: * ହିରାକୁଦ ଉତ୍ସବ ପ୍ରସ୍ତୁତି, ସ୍ଥାନ: ବୁର୍ଲା, ସମୟ: ଅପରାହ୍ନ ୩ଟା bbox=[512, 274, 594, 311]
story-column-1 bbox=[4, 712, 206, 1470]
district-heading: କେନ୍ଦ୍ରାପଡ଼ା bbox=[412, 156, 480, 174]
registration-dot-cyan bbox=[440, 1483, 449, 1492]
story-paragraph: ହୋଟେଲ, ଲଜ ଓ ଧର୍ମଶାଳାରେ ରହୁଥିବା ଅତିଥିଙ୍କ ତଥ୍ୟ ଯାଞ୍ଚ କରାଯାଉଛି। ଜିଲ୍ଲା ପ୍ରଶାସନକୁ ଦୈନିକ ରିପୋର୍ଟ ଦେବାକୁ ନିର୍ଦ୍ଦେଶ ଦିଆଯାଇଛି। bbox=[210, 1055, 358, 1105]
horoscope-item bbox=[716, 1242, 940, 1336]
registration-dot-black bbox=[196, 1483, 205, 1492]
dateline-date: ୧୧ ନଭେମ୍ବର, ୨୦୨୫ bbox=[106, 27, 209, 41]
event-item: * ସାଧନ ବେଠକ, ସମୟ: ପୂର୍ବାହ୍ନ ୧୦ଟା bbox=[512, 105, 600, 129]
event-item: * ବିରଜା ମନ୍ଦିର ଉତ୍ସବ, ସ୍ଥାନ: ଯାଜପୁର ଟାଉନ, ସମୟ: ସନ୍ଧ୍ୟା ୬ଟା bbox=[412, 245, 501, 282]
horoscope-item bbox=[716, 948, 940, 1042]
story-paragraph: ବିସ୍ଫୋରଣସ୍ଥଳକୁ ପରିଦର୍ଶନ କରିବା ପରେ ସ୍ୱରାଷ୍ଟ୍ରମନ୍ତ୍ରୀ ଉଚ୍ଚସ୍ତରୀୟ ବୈଠକ ଡାକିଥିଲେ। ଘଟଣାସ୍ଥଳରୁ ନମୁନା ସଂଗ୍ରହ କରାଯାଇଛି ଏବଂ ଫରେନସିକ ଦଳ ତଦନ୍ତ ଆରମ୍ଭ କରିଛି। ଆହତମାନଙ୍କୁ ନିକଟସ୍ଥ ହସ୍ପିଟାଲରେ ଭର୍ତ୍ତି କରାଯାଇଛି। ସୁରକ୍ଷା ବ୍ୟବସ୍ଥା ଦୃଢ଼ କରାଯାଇଛି ଏବଂ ରାଜଧାନୀର ସମସ୍ତ ପ୍ରମୁଖ ସ୍ଥାନରେ ଚେକିଂ ଜାରି ରହିଛି। bbox=[4, 730, 206, 819]
zodiac-label: ତୁଳା bbox=[720, 752, 780, 768]
events-banner: ଆଜି କ'ଣ କେଉଁଠି bbox=[210, 66, 702, 100]
events-column-4 bbox=[312, 104, 408, 678]
horoscope-text: ରାଜ୍ୟ ଅନୁକୂଳ ସମୟ। ଭାଗ୍ୟ ସାଥ ଦେବ। ବନ୍ଧୁବାନ୍ଧବଙ୍କ ସହଯୋଗ ମିଳିବ। ନୂଆ କାର୍ଯ୍ୟ ଆରମ୍ଭ ପାଇଁ ଶୁଭ ଦିନ। ବ୍ୟବସାୟରେ ଲାଭ ହେବାର ସମ୍ଭାବନା ରହିଛି। bbox=[784, 263, 938, 326]
zodiac-label: ମକର bbox=[720, 1046, 780, 1062]
